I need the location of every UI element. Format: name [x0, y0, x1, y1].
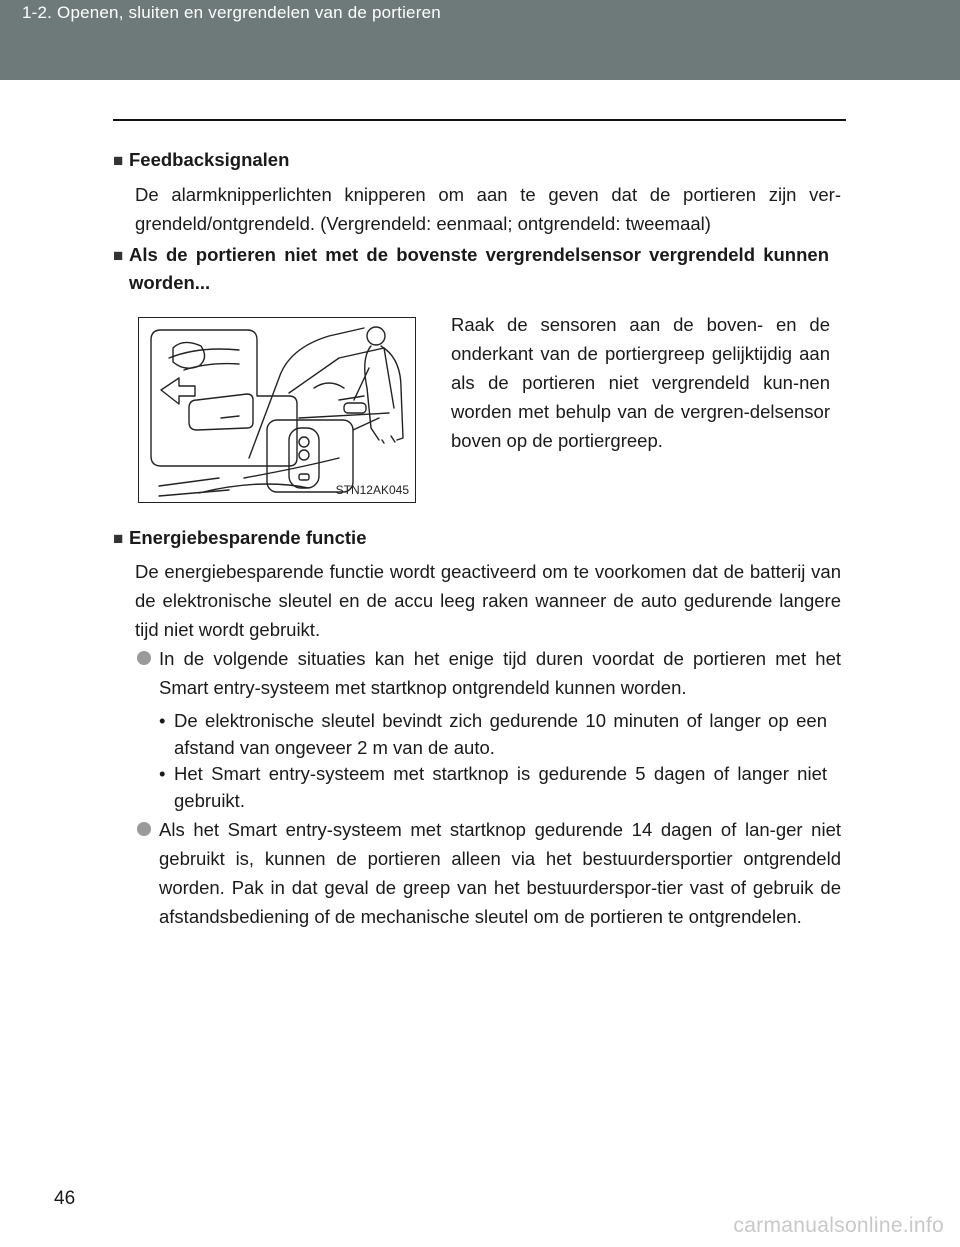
- square-bullet-icon: ■: [113, 529, 124, 548]
- paragraph-energy: De energiebesparende functie wordt geactiveerd om te voorkomen dat de batterij van de elektronische sleutel en de accu leeg raken wanneer de auto gedurende langere tijd niet wordt gebruikt.: [135, 561, 841, 640]
- heading-energy: ■ Energiebesparende functie: [113, 524, 843, 553]
- bullet-item: Als het Smart entry-systeem met startknop gedurende 14 dagen of lan-ger niet gebruikt is, kunnen de portieren alleen via het bestuurdersportier ontgrendeld worden. Pak in dat geval de greep van het bestuurderspor-tier vast of gebruik de afstandsbediening of de mechanische sleutel om de portieren te ontgrendelen.: [137, 815, 841, 931]
- chapter-header: [0, 0, 960, 80]
- figure-description: Raak de sensoren aan de boven- en de onderkant van de portiergreep gelijktijdig aan als de portieren niet vergrendeld kun-nen worden met behulp van de vergren-delsensor boven op de portiergreep.: [451, 314, 830, 451]
- heading-feedback: ■ Feedbacksignalen: [113, 146, 843, 175]
- square-bullet-icon: ■: [113, 151, 124, 170]
- bullet-item: In de volgende situaties kan het enige tijd duren voordat de portieren met het Smart entry-systeem met startknop ontgrendeld kunnen worden.: [137, 644, 841, 702]
- heading-sensor: ■ Als de portieren niet met de bovenste vergrendelsensor vergrendeld kunnen worden...: [113, 244, 829, 293]
- sub-bullet-icon: •: [159, 710, 166, 731]
- page-number: 46: [54, 1188, 76, 1209]
- figure-code: STN12AK045: [335, 483, 409, 497]
- chapter-title: 1-2. Openen, sluiten en vergrendelen van de portieren: [22, 3, 441, 22]
- circle-bullet-icon: [137, 651, 151, 665]
- circle-bullet-icon: [137, 822, 151, 836]
- sub-list-item: • Het Smart entry-systeem met startknop is gedurende 5 dagen of langer niet gebruikt.: [159, 760, 827, 814]
- sub-bullet-icon: •: [159, 763, 166, 784]
- car-door-drawing: [139, 318, 417, 504]
- watermark: carmanualsonline.info: [733, 1214, 944, 1237]
- header-rule: [113, 119, 846, 121]
- square-bullet-icon: ■: [113, 246, 124, 265]
- door-handle-illustration: [138, 317, 416, 503]
- paragraph-feedback: De alarmknipperlichten knipperen om aan te geven dat de portieren zijn ver-grendeld/ontgrendeld. (Vergrendeld: eenmaal; ontgrendeld: tweemaal): [135, 184, 841, 234]
- sub-list-item: • De elektronische sleutel bevindt zich gedurende 10 minuten of langer op een afstand van ongeveer 2 m van de auto.: [159, 707, 827, 761]
